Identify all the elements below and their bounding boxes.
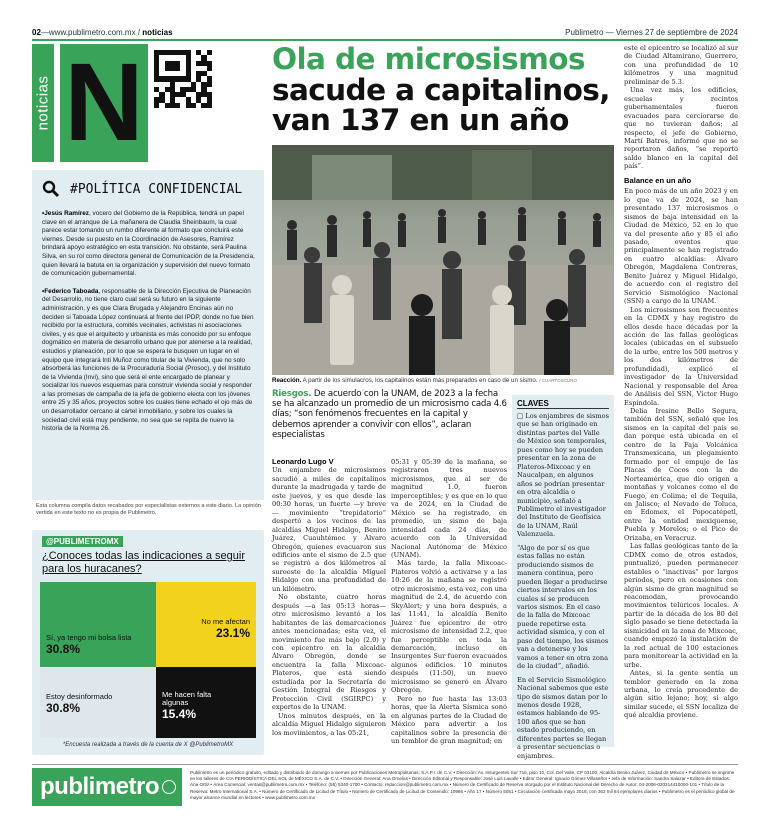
- footer-rule: [32, 764, 738, 765]
- poll-option: Me hacen falta algunas 15.4%: [156, 667, 256, 738]
- subhead: Balance en un año: [624, 175, 692, 185]
- site-url[interactable]: www.publimetro.com.mx: [48, 27, 136, 37]
- article-column-2: [391, 458, 507, 745]
- poll-option: Sí, ya tengo mi bolsa lista 30.8%: [40, 582, 156, 667]
- paragraph: No obstante, cuatro horas después —a las 05:13 horas— otro microsismo levantó a los habitantes de las demarcaciones antes mencionadas; esta vez, el movimiento fue más bajo (2.0) y con epicentro en la alcaldía Álvaro Obregón, donde se encuentra la falla Mixcoac-Plateros, que está siendo estudiada por la Secretaría de Gestión Integral de Riesgos y Protección Civil (SGIRPC) y expertos de la UNAM.: [272, 593, 386, 712]
- date-line: Publimetro — Viernes 27 de septiembre de 2024: [565, 27, 738, 37]
- page-header: [32, 26, 738, 38]
- poll-option-value: 23.1%: [215, 626, 250, 640]
- paragraph: este el epicentro se localizó al sur de Ciudad Altamirano, Guerrero, con una profundidad de 10 kilómetros y una magnitud preliminar de 5.3.: [624, 44, 738, 86]
- paragraph: Una vez más, los edificios, escuelas y recintos gubernamentales fueron evacuados para cerciorarse de que no tuvieran daños; al respecto, el jefe de Gobierno, Martí Batres, informó que no se reportaron daños, “se reportó saldo blanco en la capital del país”.: [624, 86, 738, 171]
- article-column-4: [624, 44, 738, 720]
- publimetro-logo[interactable]: publimetro: [32, 768, 182, 806]
- magnifier-icon: [42, 180, 60, 198]
- claves-box: [512, 395, 614, 760]
- column-title: #POLÍTICA CONFIDENCIAL: [70, 181, 243, 197]
- poll-option-value: 30.8%: [46, 701, 81, 715]
- claves-item: En el Servicio Sismológico Nacional sabemos que este tipo de sismos datan por lo menos desde 1928, estamos hablando de 95-100 años que se han estado produciendo, en diferentes partes se llegan a presentar secuencias o enjambres.: [517, 675, 609, 760]
- poll-option: No me afectan 23.1%: [156, 582, 256, 667]
- section-letter: N: [60, 44, 148, 162]
- paragraph: Un enjambre de microsismos sacudió a miles de capitalinos durante la madrugada y tarde de este jueves, y es que desde las 00:30 horas, un fuerte —y breve— movimiento “trepidatorio” despertó a los vecinos de las alcaldías Miguel Hidalgo, Benito Juárez, Cuauhtémoc y Álvaro Obregón, quienes evacuaron sus edificios ante el sismo de 2.5 que se registró a dos kilómetros al suroeste de la alcaldía Miguel Hidalgo con una profundidad de un kilómetro.: [272, 466, 386, 593]
- legal-text: Publimetro es un periódico gratuito, editado y distribuido de domingo a viernes por Publicaciones Metropolitanas, S.A.P.I. de C.V. • Dirección: Av. Insurgentes Sur 716, piso 10, Col. Del Valle, CP 03100, Alcaldía Benito Juárez, Ciudad de México • Publimetro se imprime en los talleres de CIA PERIODÍSTICA DEL SOL de MÉXICO S.A. de C.V. • Dirección General: Ana Ornelas • Dirección Editorial y Responsable: José Luis Lavalle • Editor General: Ignacio Gómez Villaseñor • Jefa de Información: Sandra Salazar • Editora de Estados: Ana Ortiz • Área Comercial: ventas@publimetro.com.mx • Teléfono: (55) 5340-1700 • Contacto: redaccion@publimetro.com.mx • Número de Certificado de Reserva otorgado por el Instituto Nacional del Derecho de Autor: 04-2006-020314410000-101 • Título de la Reserva: Metro International S.A. • Número de Certificado de Licitud de Título • Número de Certificado de Licitud de Contenido: 10966 • Año 17 • Número 5051 • Circulación certificada mayo 2018, con 362 mil 64 ejemplares diarios • Publimetro es el periódico global de mayor alcance mundial en lectores • www.publimetro.com.mx: [190, 770, 735, 800]
- article-column-1: [272, 458, 386, 737]
- claves-item: □ Los enjambres de sismos que se han originado en distintas partes del Valle de México son temporales, pues como hoy se pueden presentar en la zona de Plateros-Mixcoac y en Naucalpan, en algunos años se podrían presentar en otra alcaldía o municipio, señaló a Publimetro el investigador del Instituto de Geofísica de la UNAM, Raúl Valenzuela.: [517, 412, 609, 539]
- section-name: noticias: [142, 27, 173, 37]
- paragraph: Los microsismos son frecuentes en la CDMX y hay registro de ellos desde hace décadas por la acción de las fallas geológicas locales (ubicadas en el subsuelo de la urbe, entre los 500 metros y los dos kilómetros de profundidad), explicó el investigador de la Universidad Nacional y responsable del Área de Análisis del SSN, Víctor Hugo Espíndola.: [624, 305, 738, 407]
- paragraph: Antes, si la gente sentía un temblor generado en la zona urbana, lo creía procedente de algún sitio lejano; hoy, si algo similar sucede, el SSN localiza de qué alcaldía proviene.: [624, 669, 738, 720]
- section-vertical-tab: noticias: [32, 44, 54, 162]
- photo-caption: Reacción. A partir de los simulacros, los capitalinos están más preparados en caso de un sismo. / CUARTOSCURO: [272, 377, 577, 384]
- paragraph: Las fallas geológicas tanto de la CDMX como de otros estados, puntualizó, pueden permanecer estables o “inactivas” por largos periodos, pero en ocasiones con algún sismo de gran magnitud se reacomodan, provocando movimientos telúricos locales. A partir de la década de los 80 del siglo pasado se tiene detectada la sismicidad en la zona de Mixcoac, cuando empezó la instalación de la red actual de 100 estaciones para monitorear la actividad en la urbe.: [624, 542, 738, 669]
- article-lede: Riesgos. De acuerdo con la UNAM, de 2023 a la fecha se ha alcanzado un promedio de un microsismo cada 4.6 días; “son fenómenos frecuentes en la capital y debemos aprender a convivir con ellos”, aclaran especialistas: [272, 389, 507, 440]
- column-item: •Federico Taboada, responsable de la Dirección Ejecutiva de Planeación del Desarrollo, no tiene claro cual será su futuro en la siguiente administración, y es que Clara Brugada y Alejandro Encinas aún no deciden si Taboada López continuará al frente del IPDP, donde no fue bien recibido por la estructura, comités vecinales, activistas ni asociaciones civiles, y es que el arquitecto y urbanista es más conocido por su enfoque dogmático en materia de desarrollo urbano que por atenerse a la realidad, estudios y planeación, por lo que se espera le busquen un lugar en el equipo que integrará Inti Muñoz como titular de la Vivienda, que no solo absorberá las funciones de la Procuraduría Social (Prosoc), y del Instituto de la Vivienda (Invi), sino que será el ente encargado de planear y socializar los nuevos esquemas para construir vivienda social y responder a las promesas de campaña de la jefa de gobierno electa con los jóvenes entre 25 y 35 años, proyectos sobre los cuales tiene echado el ojo más de un desarrollador cercano al cártel inmobiliario, y sobre los cuales la sociedad civil está muy pendiente, no sea que se repita de nuevo la historia de la Norma 26.: [42, 287, 254, 433]
- claves-title: CLAVES: [517, 399, 609, 409]
- qr-code-icon[interactable]: [154, 50, 212, 108]
- poll-question: ¿Conoces todas las indicaciones a seguir para los huracanes?: [42, 550, 246, 575]
- article-photo: [272, 145, 614, 375]
- paragraph: Pero no fue hasta las 13:03 horas, que la Alerta Sísmica sonó en algunas partes de la Ciudad de México para advertir a los capitalinos sobre la presencia de un temblor de gran magnitud; en: [391, 694, 507, 745]
- poll-option-value: 30.8%: [46, 642, 81, 656]
- poll-footnote: *Encuesta realizada a través de la cuenta de X @PublimetroMX: [62, 742, 234, 748]
- byline: Leonardo Lugo V: [272, 457, 334, 466]
- poll-results: [40, 582, 256, 738]
- poll-box: [32, 530, 264, 755]
- paragraph: Más tarde, la falla Mixcoac-Plateros volvió a activarse y a las 10:26 de la mañana se registró otro microsismo, esta vez, con una magnitud de 2.4, de acuerdo con SkyAlert; y una hora después, a las 11:41, la alcaldía Benito Juárez fue epicentro de otro microsismo de intensidad 2.2, que fue perceptible en toda la demarcación, incluso en Insurgentes Sur fueron evacuados algunos edificios. 10 minutos después (11:50), un nuevo microsismo se generó en Álvaro Obregón.: [391, 559, 507, 695]
- confidential-column: [32, 170, 264, 500]
- article-headline: Ola de microsismos sacude a capitalinos, van 137 en un año: [272, 42, 610, 137]
- globe-icon: [162, 780, 176, 794]
- photo-credit: / CUARTOSCURO: [539, 378, 577, 383]
- poll-handle[interactable]: @PUBLIMETROMX: [42, 536, 123, 547]
- poll-option-value: 15.4%: [162, 707, 197, 721]
- column-item: •Jesús Ramírez, vocero del Gobierno de la República, tendrá un papel clave en el arranque de La mañanera de Claudia Sheinbaum, la cual parece estar tomando un rumbo diferente al formato que concluirá este viernes. Desde su puesto en la Coordinación de Asesores, Ramírez brindará apoyo estratégico en esta transición. No obstante, será Paulina Silva, en su rol como directora general de Comunicación de la Presidencia, quien llevará la batuta en la organización y supervisión del nuevo formato de comunicación gubernamental.: [42, 210, 255, 278]
- page-number: 02: [32, 27, 41, 37]
- column-disclaimer: Esta columna compila datos recabados por especialistas externos a este diario. La opinión vertida en este texto no es propia de Publimetro.: [36, 503, 261, 516]
- paragraph: Unos minutos después, en la alcaldía Miguel Hidalgo siguieron los movimientos, a las 05:21,: [272, 711, 386, 737]
- paragraph: En poco más de un año 2023 y en lo que va de 2024, se han presentado 137 microsismos o sismos de baja intensidad en la Ciudad de México, 52 en lo que va del presente año y 85 el año pasado, eventos que principalmente se han registrado en cuatro alcaldías: Álvaro Obregón, Magdalena Contreras, Benito Juárez y Miguel Hidalgo, de acuerdo con el registro del Servicio Sismológico Nacional (SSN) a cargo de la UNAM.: [624, 187, 738, 306]
- paragraph: Delia Iresine Bello Segura, también del SSN, señaló que los sismos en la capital del país se dan porque está ubicada en el centro de la Faja Volcánica Transmexicana, un plegamiento formado por el empuje de las Placas de Cocos con la de Norteamérica, que dio origen a montañas y volcanes como el de Fuego, en Colima; el de Tequila, en Jalisco; el Nevado de Toluca, en Edomex, el Popocatépetl, entre la entidad mexiquense, Puebla y Morelos; o el Pico de Orizaba, en Veracruz.: [624, 407, 738, 542]
- paragraph: 05:31 y 05:39 de la mañana, se registraron tres nuevos microsismos, que al ser de magnitud 1.0, fueron imperceptibles; y es que en lo que va de 2024, en la Ciudad de México se ha registrado, en promedio, un sismo de baja intensidad cada 24 días, de acuerdo con la Universidad Nacional Autónoma de México (UNAM).: [391, 458, 507, 559]
- crowd-photo: [272, 145, 614, 375]
- header-left: 02—www.publimetro.com.mx / noticias: [32, 27, 173, 37]
- poll-option: Estoy desinformado 30.8%: [40, 667, 156, 738]
- claves-item: “Algo de por sí es que estas fallas no están produciendo sismos de manera continua, pero pueden llegar a producirse ciertos intervalos en los cuales sí se producen varios sismos. En el caso de la falla de Mixcoac puede repetirse esta actividad sísmica, y con el paso del tiempo, los sismos van a detenerse y los vamos a tener en otra zona de la ciudad”, añadió.: [517, 543, 609, 671]
